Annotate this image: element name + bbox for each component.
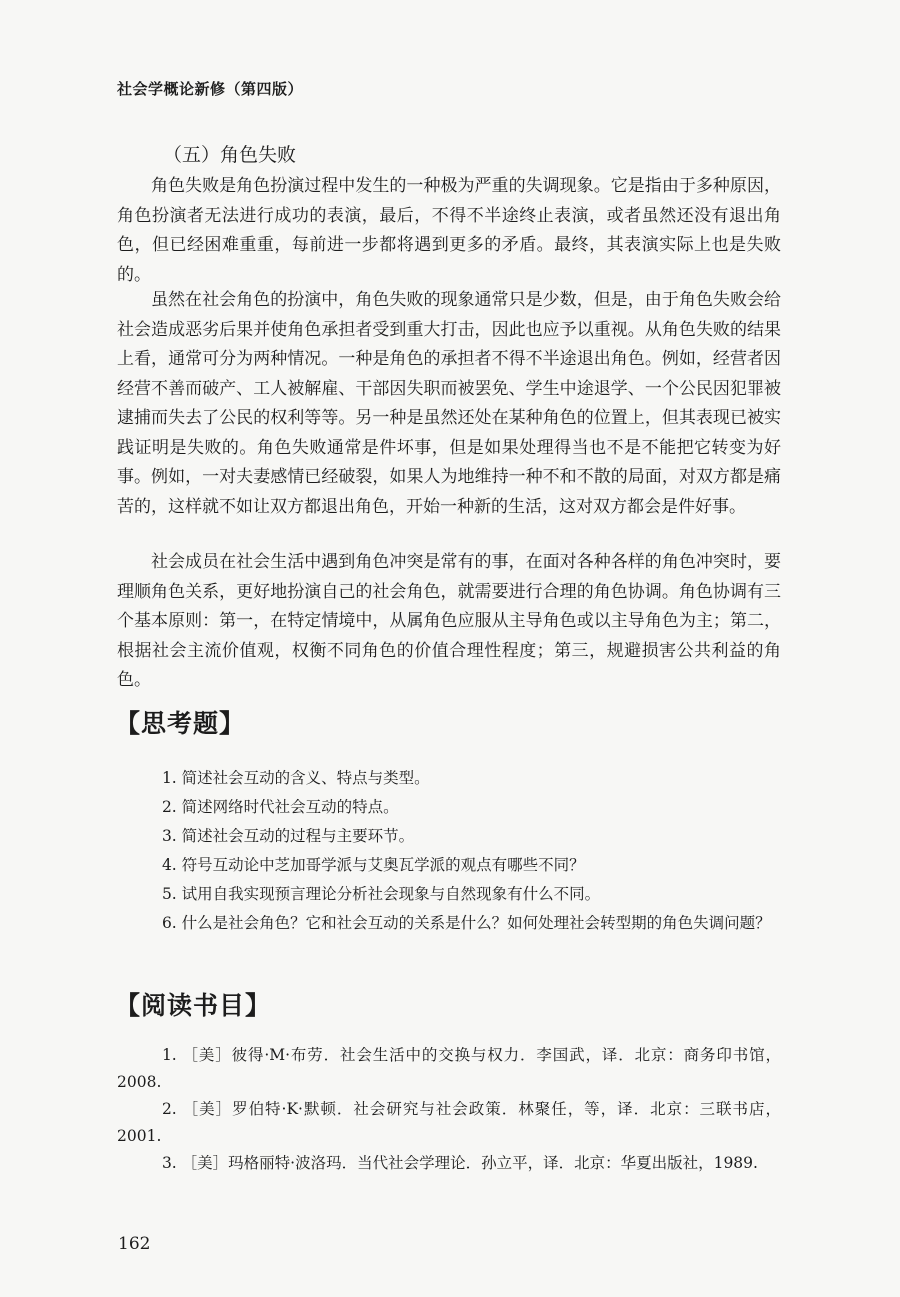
paragraph: 虽然在社会角色的扮演中，角色失败的现象通常只是少数，但是，由于角色失败会给社会造成恶劣后果并使角色承担者受到重大打击，因此也应予以重视。从角色失败的结果上看，通常可分为两种情况。一种是角色的承担者不得不半途退出角色。例如，经营者因经营不善而破产、工人被解雇、干部因失职而被罢免、学生中途退学、一个公民因犯罪被逮捕而失去了公民的权利等等。另一种是虽然还处在某种角色的位置上，但其表现已被实践证明是失败的。角色失败通常是件坏事，但是如果处理得当也不是不能把它转变为好事。例如，一对夫妻感情已经破裂，如果人为地维持一种不和不散的局面，对双方都是痛苦的，这样就不如让双方都退出角色，开始一种新的生活，这对双方都会是件好事。 (117, 290, 781, 517)
paragraph: 角色失败是角色扮演过程中发生的一种极为严重的失调现象。它是指由于多种原因，角色扮演者无法进行成功的表演，最后，不得不半途终止表演，或者虽然还没有退出角色，但已经困难重重，每前进一步都将遇到更多的矛盾。最终，其表演实际上也是失败的。 (117, 176, 781, 285)
reading-item: 2. ［美］罗伯特·K·默顿．社会研究与社会政策．林聚任，等，译．北京：三联书店，2001. (117, 1100, 781, 1145)
running-header: 社会学概论新修（第四版） (117, 80, 304, 98)
paragraph: 社会成员在社会生活中遇到角色冲突是常有的事，在面对各种各样的角色冲突时，要理顺角色关系，更好地扮演自己的社会角色，就需要进行合理的角色协调。角色协调有三个基本原则：第一，在特定情境中，从属角色应服从主导角色或以主导角色为主；第二，根据社会主流价值观，权衡不同角色的价值合理性程度；第三，规避损害公共利益的角色。 (117, 552, 781, 690)
question-item: 4. 符号互动论中芝加哥学派与艾奥瓦学派的观点有哪些不同？ (161, 856, 585, 874)
section-heading: （五）角色失败 (163, 144, 297, 166)
question-item: 6. 什么是社会角色？它和社会互动的关系是什么？如何处理社会转型期的角色失调问题？ (161, 914, 771, 932)
reading-item: 1. ［美］彼得·M·布劳．社会生活中的交换与权力．李国武，译．北京：商务印书馆，2008. (117, 1046, 781, 1091)
question-item: 1. 简述社会互动的含义、特点与类型。 (161, 769, 430, 787)
reading-item: 3. ［美］玛格丽特·波洛玛．当代社会学理论．孙立平，译．北京：华夏出版社，1989. (161, 1154, 758, 1172)
question-item: 2. 简述网络时代社会互动的特点。 (161, 798, 399, 816)
question-item: 3. 简述社会互动的过程与主要环节。 (161, 827, 415, 845)
page-number: 162 (118, 1234, 151, 1254)
question-item: 5. 试用自我实现预言理论分析社会现象与自然现象有什么不同。 (161, 885, 601, 903)
questions-list (117, 764, 781, 938)
questions-heading: 【思考题】 (115, 709, 246, 738)
reading-heading: 【阅读书目】 (115, 991, 272, 1020)
reading-list (117, 1042, 781, 1177)
